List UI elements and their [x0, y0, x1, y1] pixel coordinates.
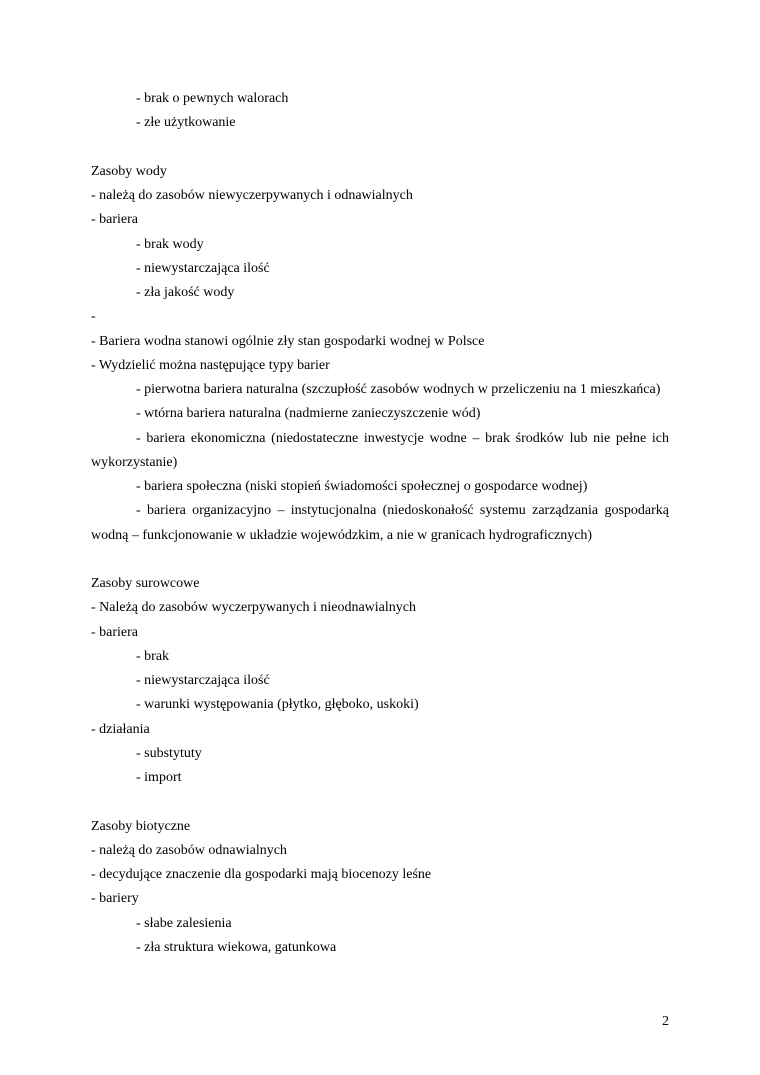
list-item: -: [91, 309, 96, 325]
list-item: - działania: [91, 721, 150, 737]
list-item: - Bariera wodna stanowi ogólnie zły stan gospodarki wodnej w Polsce: [91, 333, 485, 349]
document-body: [0, 87, 760, 960]
list-item: - import: [136, 770, 182, 785]
list-item: - bariera: [91, 212, 139, 228]
list-item: - pierwotna bariera naturalna (szczupłość zasobów wodnych w przeliczeniu na 1 mieszkańca): [136, 382, 661, 397]
list-item: - bariery: [91, 891, 139, 907]
list-item: - decydujące znaczenie dla gospodarki mają biocenozy leśne: [91, 867, 432, 882]
section-heading-biotic: Zasoby biotyczne: [91, 818, 191, 834]
list-item: - należą do zasobów odnawialnych: [91, 842, 287, 858]
blank-line: [91, 548, 669, 572]
list-item: - bariera ekonomiczna (niedostateczne inwestycje wodne – brak środków lub nie pełne ich: [136, 430, 669, 446]
page-number: 2: [662, 1014, 669, 1029]
list-item: - wtórna bariera naturalna (nadmierne zanieczyszczenie wód): [136, 406, 481, 422]
list-item: - niewystarczająca ilość: [136, 673, 270, 688]
list-item: - brak wody: [136, 236, 204, 252]
list-item: - słabe zalesienia: [136, 915, 232, 931]
list-item: - zła struktura wiekowa, gatunkowa: [136, 939, 337, 955]
list-item: - należą do zasobów niewyczerpywanych i odnawialnych: [91, 188, 413, 203]
list-item-continuation: wykorzystanie): [91, 454, 178, 470]
list-item: - bariera: [91, 624, 139, 640]
list-item: - Należą do zasobów wyczerpywanych i nieodnawialnych: [91, 600, 416, 616]
list-item: - bariera organizacyjno – instytucjonalna (niedoskonałość systemu zarządzania gospodarką: [136, 503, 669, 519]
list-item: - niewystarczająca ilość: [136, 260, 270, 276]
list-item: - warunki występowania (płytko, głęboko, uskoki): [136, 697, 419, 713]
list-item-continuation: wodną – funkcjonowanie w układzie wojewódzkim, a nie w granicach hydrograficznych): [91, 527, 593, 543]
list-item: - Wydzielić można następujące typy barier: [91, 357, 330, 373]
section-heading-raw-materials: Zasoby surowcowe: [91, 576, 200, 591]
list-item: - brak o pewnych walorach: [136, 91, 289, 106]
list-item: - brak: [136, 648, 170, 664]
list-item: - złe użytkowanie: [136, 115, 236, 131]
section-heading-water: Zasoby wody: [91, 163, 167, 179]
list-item: - substytuty: [136, 745, 202, 761]
list-item: - zła jakość wody: [136, 285, 235, 300]
blank-line: [91, 790, 669, 814]
blank-line: [91, 136, 669, 160]
list-item: - bariera społeczna (niski stopień świadomości społecznej o gospodarce wodnej): [136, 479, 588, 494]
